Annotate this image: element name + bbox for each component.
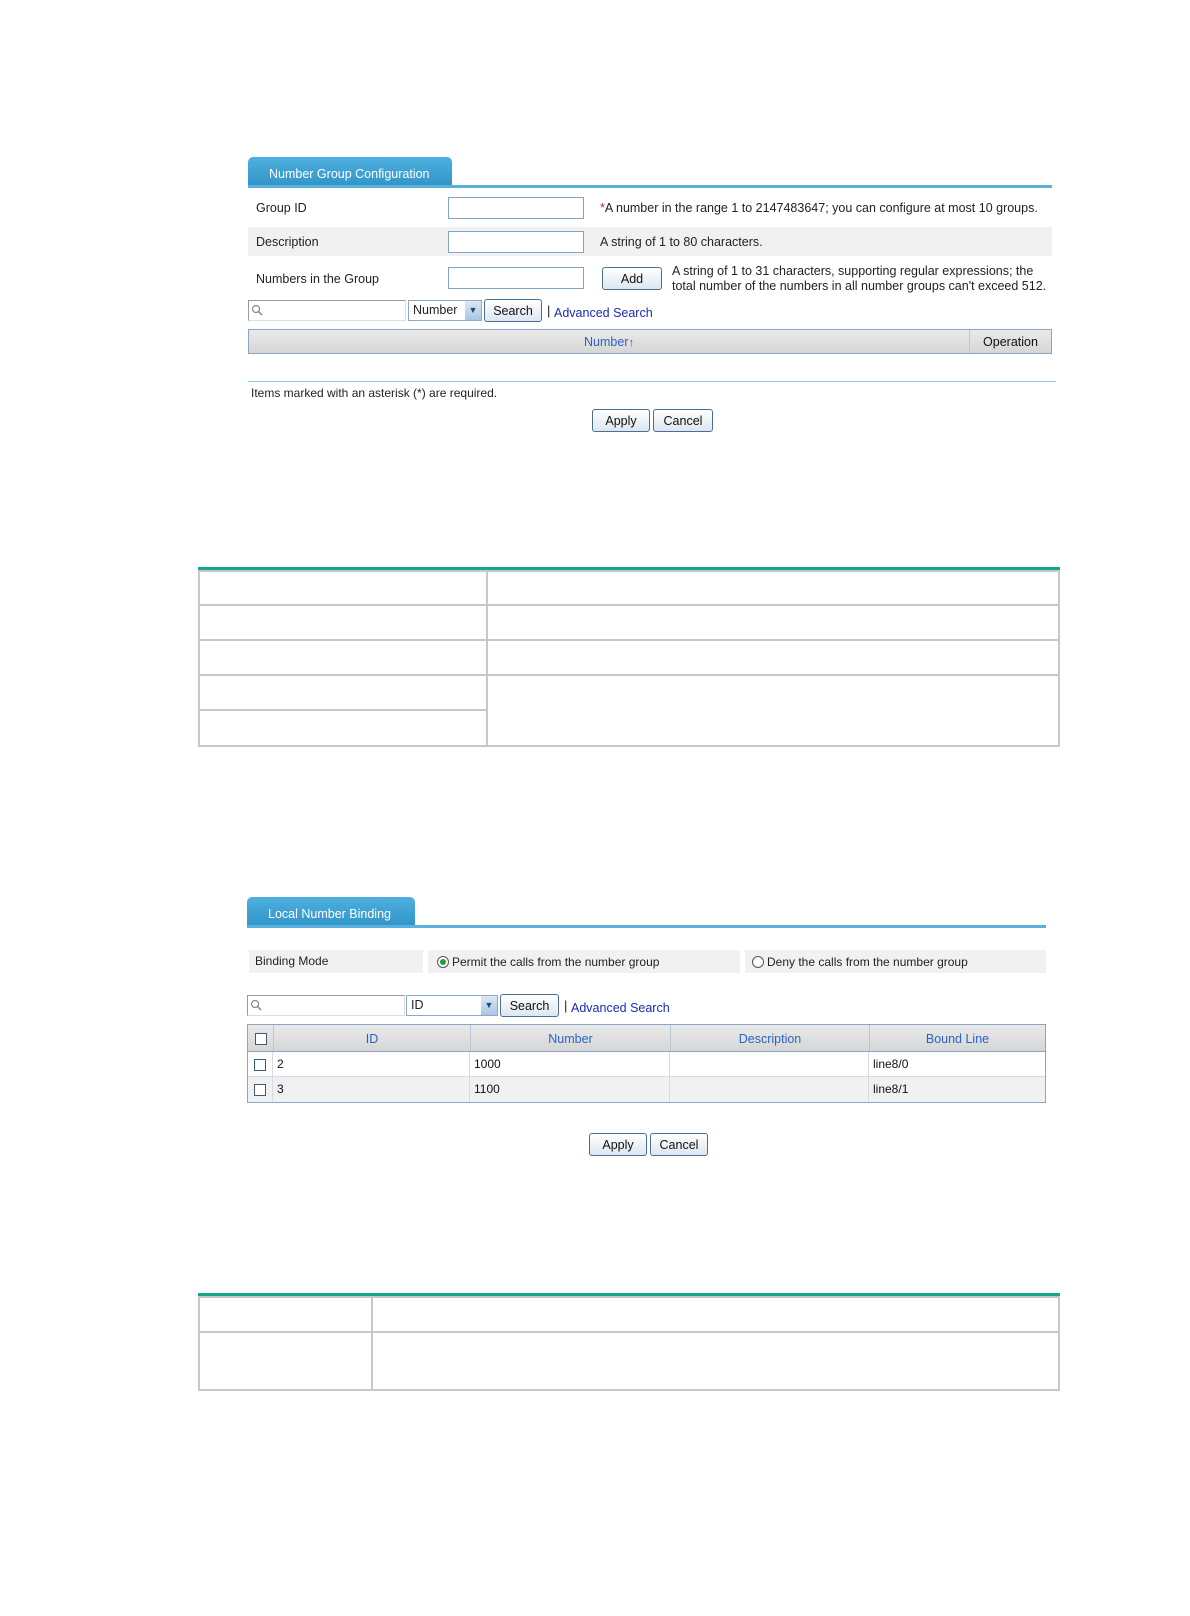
numbers-in-group-label: Numbers in the Group (256, 272, 379, 286)
row-checkbox[interactable] (254, 1059, 266, 1071)
cell-id: 3 (272, 1077, 469, 1102)
table1-cell (486, 674, 1060, 747)
cell-description (669, 1052, 868, 1077)
group-id-row (248, 194, 1052, 222)
cell-bound-line: line8/1 (868, 1077, 1045, 1102)
apply-button[interactable]: Apply (592, 409, 650, 432)
panel-divider (248, 381, 1056, 382)
deny-label[interactable]: Deny the calls from the number group (767, 955, 968, 969)
column-header-id[interactable]: ID (273, 1025, 470, 1051)
binding-mode-label-cell (249, 950, 423, 973)
required-note: Items marked with an asterisk (*) are required. (251, 386, 498, 400)
column-header-number[interactable] (249, 330, 969, 353)
tab-underline (247, 925, 1046, 928)
search-button[interactable]: Search (500, 994, 559, 1017)
permit-radio[interactable] (437, 956, 449, 968)
separator: | (564, 998, 568, 1013)
search-input[interactable] (247, 995, 405, 1016)
advanced-search-link[interactable]: Advanced Search (571, 1001, 670, 1015)
cell-description (669, 1077, 868, 1102)
cell-number: 1100 (469, 1077, 669, 1102)
permit-label[interactable]: Permit the calls from the number group (452, 955, 660, 969)
chevron-down-icon: ▼ (465, 301, 481, 320)
tab-number-group-configuration[interactable]: Number Group Configuration (248, 157, 452, 188)
description-label: Description (256, 235, 319, 249)
required-asterisk: * (600, 201, 605, 215)
numbers-note-line1: A string of 1 to 31 characters, supporting regular expressions; the (672, 264, 1034, 278)
number-table-header (248, 329, 1052, 354)
table-row[interactable] (248, 1077, 1045, 1102)
description-input[interactable] (448, 231, 584, 253)
tab-underline (248, 185, 1052, 188)
magnifier-icon (250, 999, 262, 1011)
row-checkbox[interactable] (254, 1084, 266, 1096)
chevron-down-icon: ▼ (481, 996, 497, 1015)
binding-table-header (247, 1024, 1046, 1052)
apply-button[interactable]: Apply (589, 1133, 647, 1156)
table1-cell (198, 639, 488, 676)
select-all-checkbox[interactable] (255, 1033, 267, 1045)
table1-cell (486, 639, 1060, 676)
search-input[interactable] (248, 300, 406, 321)
table1-cell (198, 604, 488, 641)
table1-cell (198, 570, 488, 606)
column-header-description[interactable]: Description (670, 1025, 869, 1051)
column-number-label: Number (584, 335, 629, 349)
numbers-note-line2: total number of the numbers in all number groups can't exceed 512. (672, 279, 1047, 293)
search-field-select[interactable] (408, 300, 482, 321)
search-field-value: Number (413, 303, 458, 317)
separator: | (547, 303, 551, 318)
column-header-bound-line[interactable]: Bound Line (869, 1025, 1045, 1051)
group-id-input[interactable] (448, 197, 584, 219)
cancel-button[interactable]: Cancel (650, 1133, 708, 1156)
table2-cell (371, 1296, 1060, 1333)
tab-local-number-binding[interactable]: Local Number Binding (247, 897, 415, 928)
search-button[interactable]: Search (484, 299, 542, 322)
table2-cell (371, 1331, 1060, 1391)
table2-cell (198, 1296, 373, 1333)
cell-id: 2 (272, 1052, 469, 1077)
deny-option-cell (745, 950, 1046, 973)
table1-cell (486, 604, 1060, 641)
description-note: A string of 1 to 80 characters. (600, 235, 763, 249)
sort-ascending-icon: ↑ (628, 337, 634, 349)
binding-table (247, 1024, 1046, 1103)
group-id-note (600, 201, 1038, 216)
cell-number: 1000 (469, 1052, 669, 1077)
binding-mode-label: Binding Mode (255, 954, 329, 968)
column-header-operation: Operation (969, 330, 1051, 353)
search-field-select[interactable] (406, 995, 498, 1016)
cell-bound-line: line8/0 (868, 1052, 1045, 1077)
numbers-in-group-input[interactable] (448, 267, 584, 289)
table1-cell (198, 674, 488, 711)
add-button[interactable]: Add (602, 267, 662, 290)
group-id-label: Group ID (256, 201, 307, 215)
column-header-number[interactable]: Number (470, 1025, 670, 1051)
table2-cell (198, 1331, 373, 1391)
table1-cell (198, 709, 488, 747)
description-row (248, 227, 1052, 256)
search-field-value: ID (411, 998, 424, 1012)
permit-option-cell (428, 950, 740, 973)
magnifier-icon (251, 304, 263, 316)
table1-cell (486, 570, 1060, 606)
table-row[interactable] (248, 1052, 1045, 1077)
cancel-button[interactable]: Cancel (653, 409, 713, 432)
numbers-in-group-row (248, 261, 1052, 297)
deny-radio[interactable] (752, 956, 764, 968)
group-id-note-text: A number in the range 1 to 2147483647; you can configure at most 10 groups. (604, 201, 1038, 215)
advanced-search-link[interactable]: Advanced Search (554, 306, 653, 320)
